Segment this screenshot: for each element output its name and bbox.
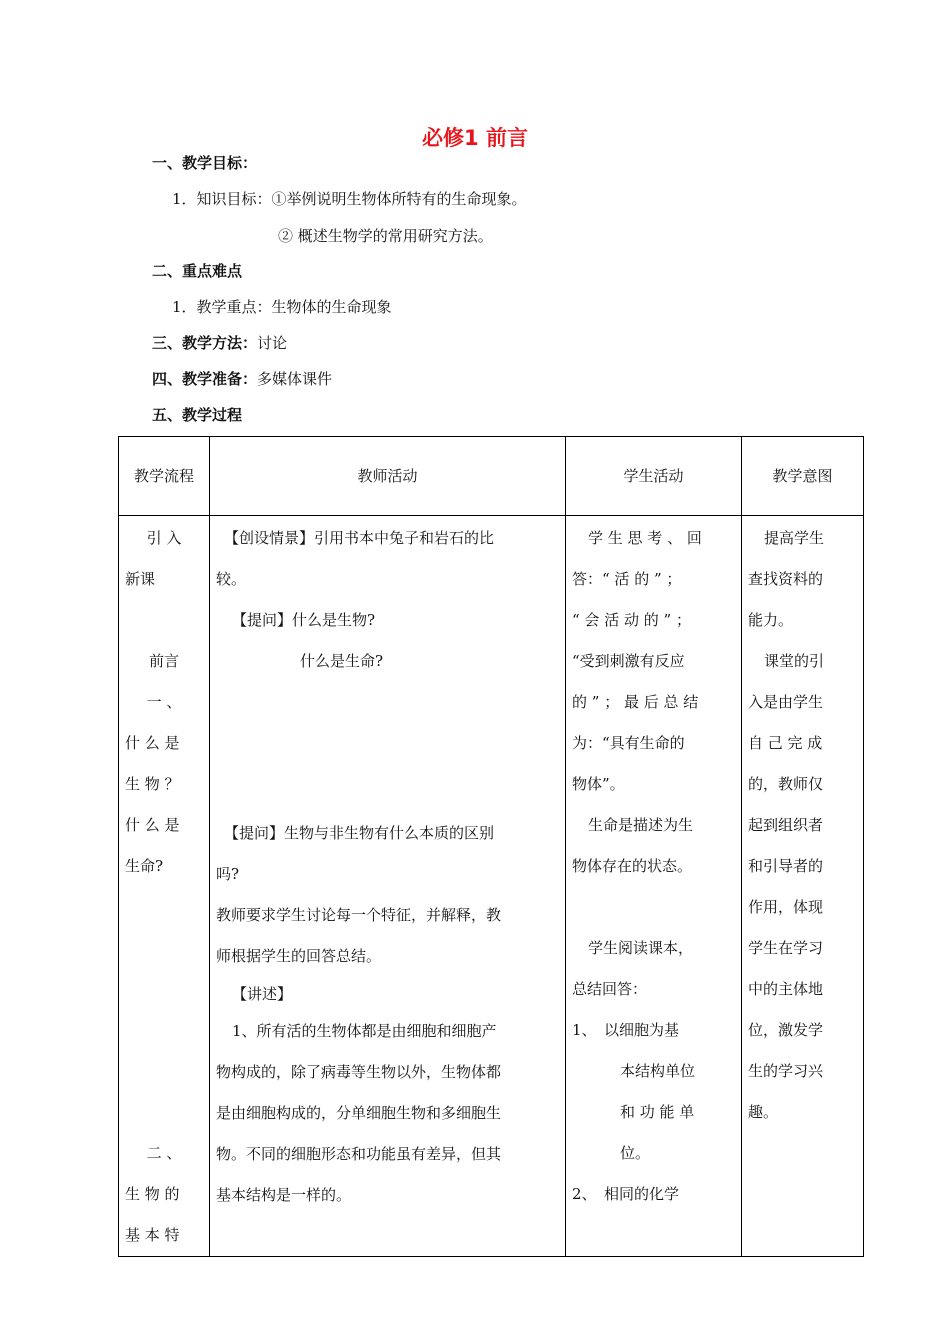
section-4: [152, 368, 332, 389]
section-1-heading: 一、教学目标：: [152, 154, 258, 172]
table-header-row: [119, 437, 864, 516]
section-1-line-2: ② 概述生物学的常用研究方法。: [278, 227, 493, 245]
header-flow: 教学流程: [119, 437, 210, 516]
section-3-value: 讨论: [257, 334, 288, 352]
section-4-heading: 四、教学准备：: [152, 370, 258, 388]
section-2-line-1: 1．教学重点：生物体的生命现象: [172, 298, 392, 316]
table-row: [119, 516, 864, 1257]
header-student: 学生活动: [566, 437, 742, 516]
section-5-heading: 五、教学过程: [152, 406, 243, 424]
header-teacher: 教师活动: [210, 437, 566, 516]
header-intent: 教学意图: [742, 437, 864, 516]
teacher-activity-cell: 【创设情景】引用书本中兔子和岩石的比 较。 【提问】什么是生物? 什么是生命? 【提问】生物与非生物有什么本质的区别 吗? 教师要求学生讨论每一个特征，并解释，教 师根据学生的回答总结。 【讲述】 1、所有活的生物体都是由细胞和细胞产 物构成的，除了病毒等生物以外，生物体都 是由细胞构成的，分单细胞生物和多细胞生 物。不同的细胞形态和功能虽有差异，但其 基本结构是一样的。: [210, 516, 566, 1257]
section-3-heading: 三、教学方法：: [152, 334, 258, 352]
flow-cell: 引 入 新课 前言 一 、 什 么 是 生 物 ？ 什 么 是 生命? 二 、 生 物 的 基 本 特: [119, 516, 210, 1257]
page-title: 必修1 前言: [422, 126, 528, 150]
student-activity-cell: 学 生 思 考 、 回 答：“ 活 的 ” ； “ 会 活 动 的 ” ； “受到刺激有反应 的 ” ； 最 后 总 结 为：“具有生命的 物体”。 生命是描述为生 物体存在的状态。 学生阅读课本， 总结回答： 1、 以细胞为基 本结构单位 和 功 能 单 位。 2、 相同的化学: [566, 516, 742, 1257]
section-4-value: 多媒体课件: [257, 370, 333, 388]
section-3: [152, 332, 287, 353]
intent-cell: 提高学生 查找资料的 能力。 课堂的引 入是由学生 自 己 完 成 的，教师仅 起到组织者 和引导者的 作用，体现 学生在学习 中的主体地 位，激发学 生的学习兴 趣。: [742, 516, 864, 1257]
section-2-heading: 二、重点难点: [152, 262, 243, 280]
teaching-process-table: [118, 436, 864, 1257]
section-1-line-1: 1．知识目标：①举例说明生物体所特有的生命现象。: [172, 190, 527, 208]
